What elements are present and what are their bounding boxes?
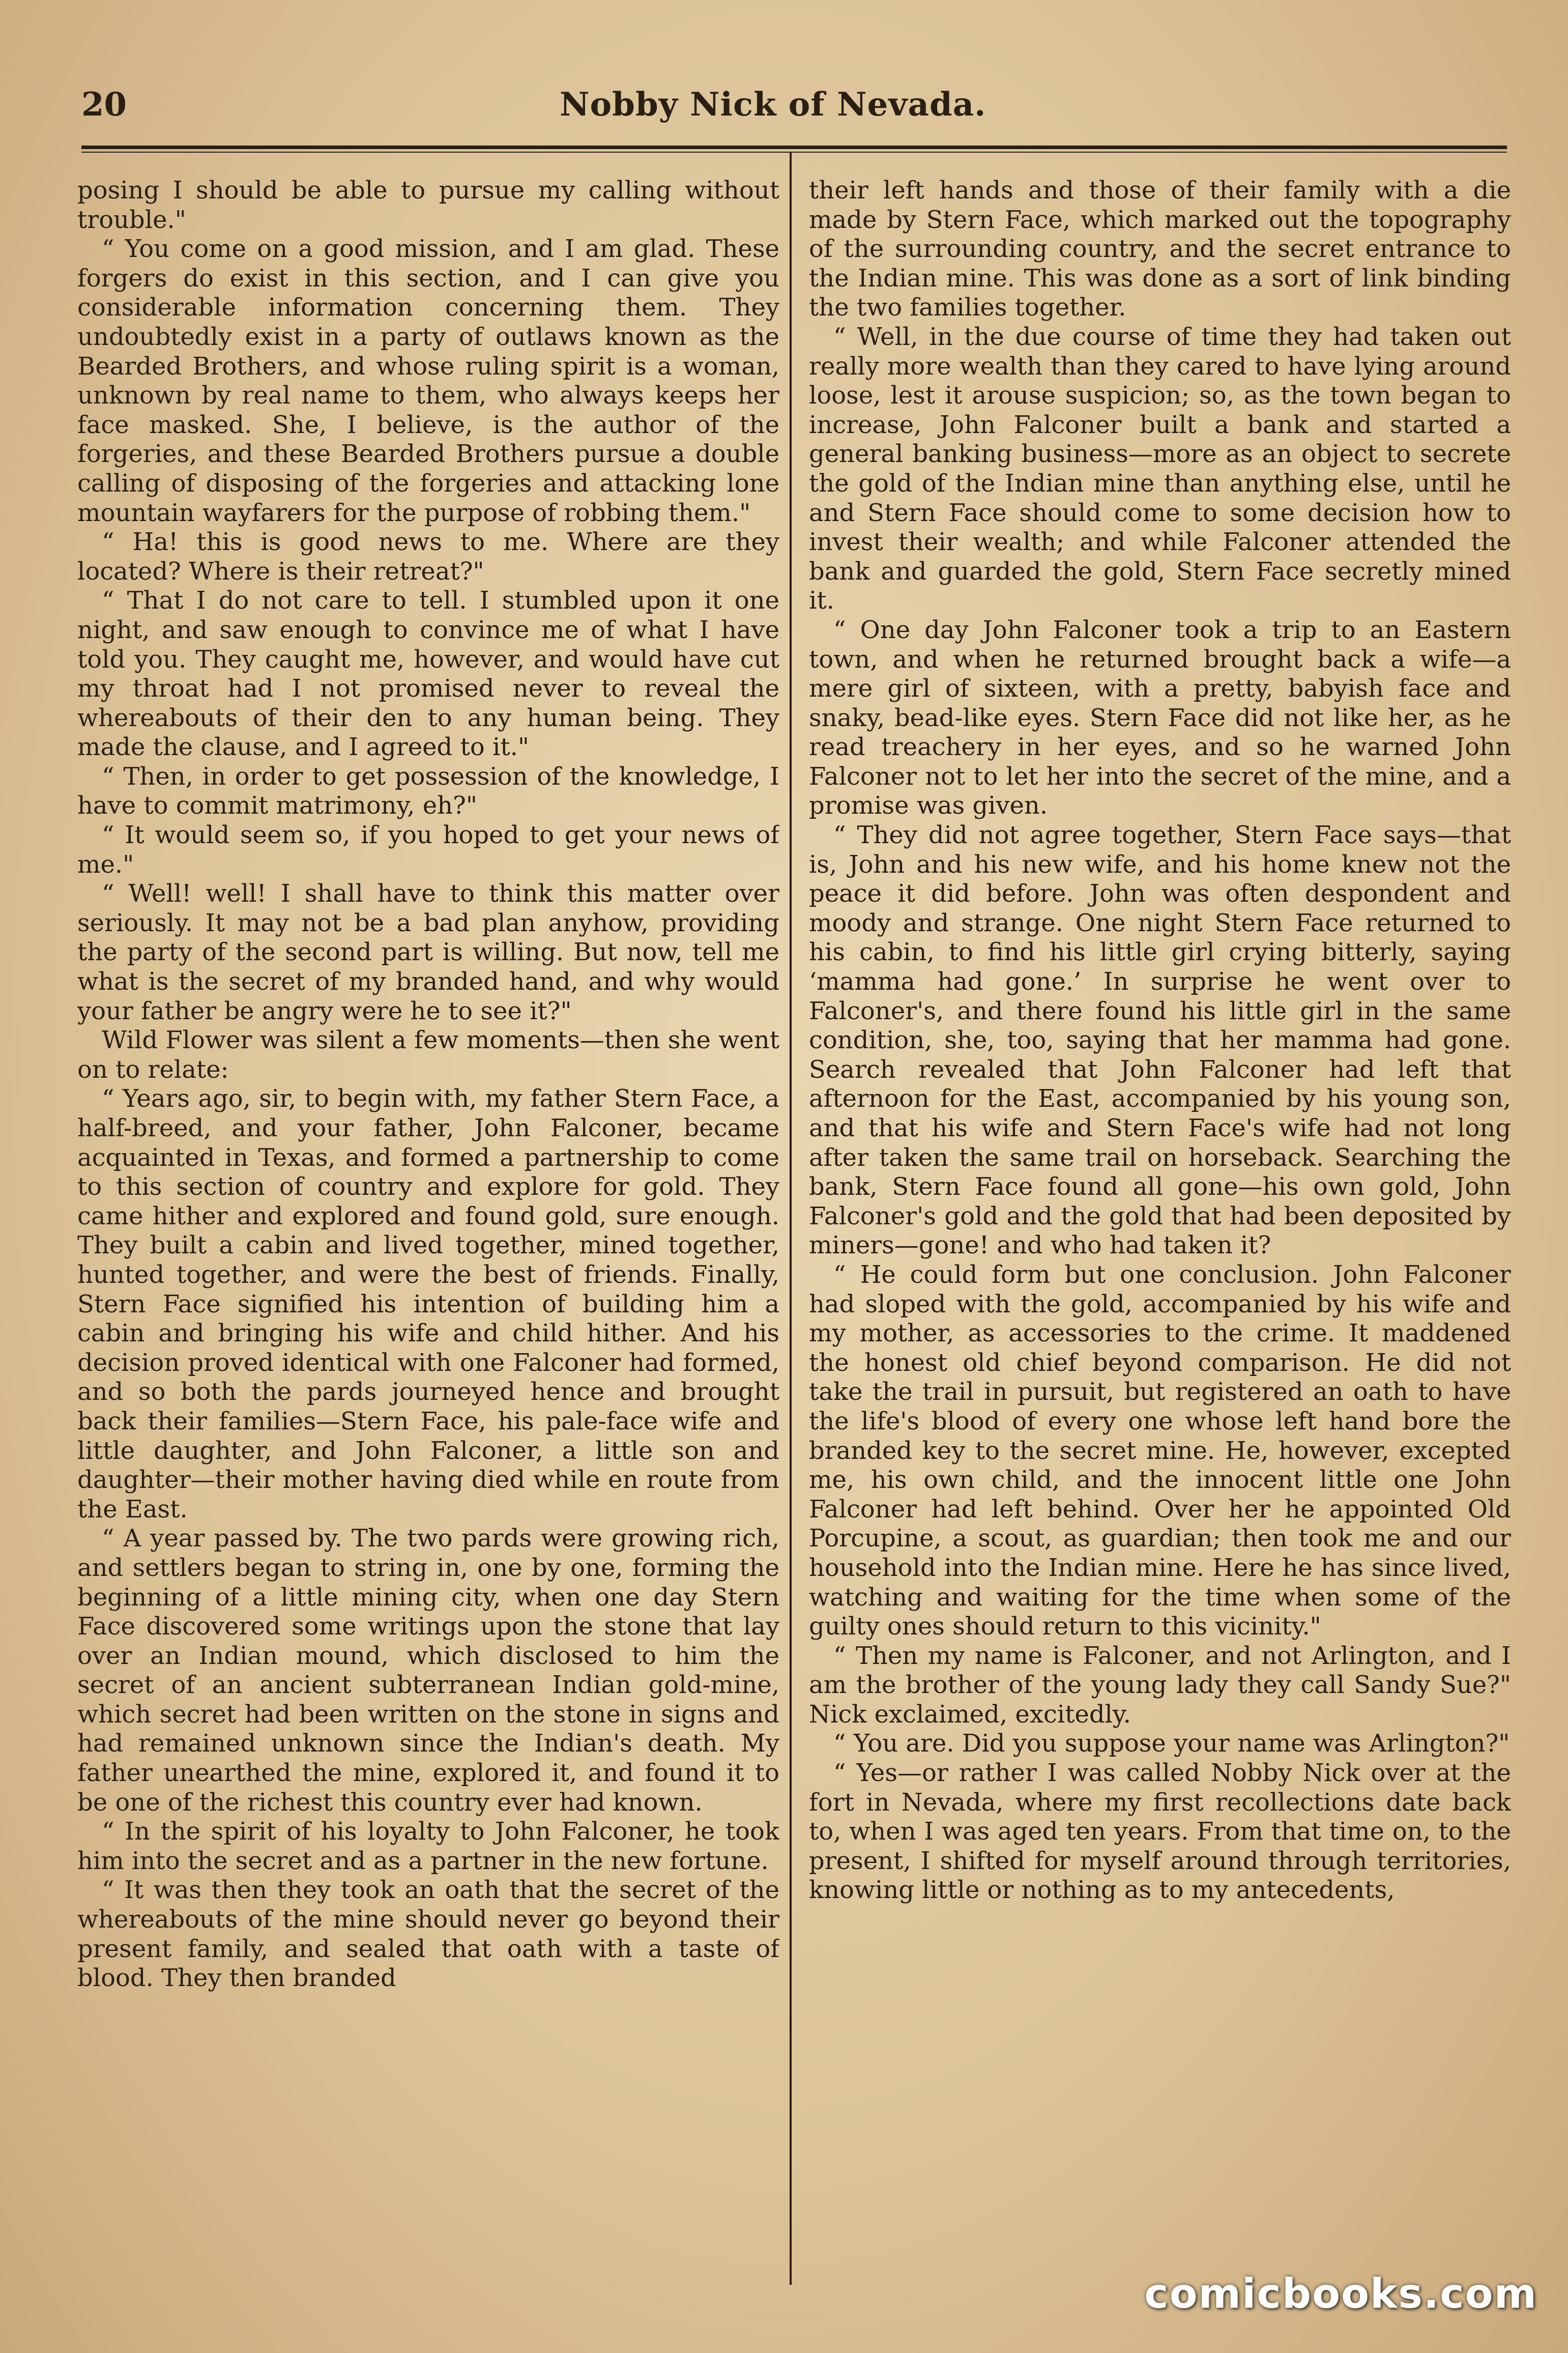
page-number: 20 [81,85,127,124]
header-rule-thin [81,152,1507,153]
paragraph: “ Ha! this is good news to me. Where are they located? Where is their retreat?" [77,528,779,586]
paragraph: “ They did not agree together, Stern Face says—that is, John and his new wife, and his home knew not the peace it did before. John was often despondent and moody and strange. One night Stern Face returned to his cabin, to find his little girl crying bitterly, saying ‘mamma had gone.’ In surprise he went over to Falconer's, and there found his little girl in the same condition, she, too, saying that her mamma had gone. Search revealed that John Falconer had left that afternoon for the East, accompanied by his young son, and that his wife and Stern Face's wife had not long after taken the same trail on horseback. Searching the bank, Stern Face found all gone—his own gold, John Falconer's gold and the gold that had been deposited by miners—gone! and who had taken it? [809,821,1511,1260]
paragraph: “ Yes—or rather I was called Nobby Nick over at the fort in Nevada, where my first recollections date back to, when I was aged ten years. From that time on, to the present, I shifted for myself around through territories, knowing little or nothing as to my antecedents, [809,1759,1511,1905]
right-column [809,176,1511,2303]
paragraph: “ It would seem so, if you hoped to get your news of me." [77,821,779,879]
paragraph: “ Then, in order to get possession of the knowledge, I have to commit matrimony, eh?" [77,762,779,820]
paragraph: their left hands and those of their family with a die made by Stern Face, which marked out the topography of the surrounding country, and the secret entrance to the Indian mine. This was done as a sort of link binding the two families together. [809,176,1511,322]
paragraph: “ Well, in the due course of time they had taken out really more wealth than they cared to have lying around loose, lest it arouse suspicion; so, as the town began to increase, John Falconer built a bank and started a general banking business—more as an object to secrete the gold of the Indian mine than anything else, until he and Stern Face should come to some decision how to invest their wealth; and while Falconer attended the bank and guarded the gold, Stern Face secretly mined it. [809,322,1511,615]
header-rule [81,146,1507,149]
paragraph: “ In the spirit of his loyalty to John Falconer, he took him into the secret and as a partner in the new fortune. [77,1817,779,1875]
paragraph: “ He could form but one conclusion. John Falconer had sloped with the gold, accompanied by his wife and my mother, as accessories to the crime. It maddened the honest old chief beyond comparison. He did not take the trail in pursuit, but registered an oath to have the life's blood of every one whose left hand bore the branded key to the secret mine. He, however, excepted me, his own child, and the innocent little one John Falconer had left behind. Over her he appointed Old Porcupine, a scout, as guardian; then took me and our household into the Indian mine. Here he has since lived, watching and waiting for the time when some of the guilty ones should return to this vicinity." [809,1260,1511,1641]
column-divider [790,153,792,2285]
paragraph: “ You come on a good mission, and I am glad. These forgers do exist in this section, and I can give you considerable information concerning them. They undoubtedly exist in a party of outlaws known as the Bearded Brothers, and whose ruling spirit is a woman, unknown by real name to them, who always keeps her face masked. She, I believe, is the author of the forgeries, and these Bearded Brothers pursue a double calling of disposing of the forgeries and attacking lone mountain wayfarers for the purpose of robbing them." [77,235,779,527]
running-title: Nobby Nick of Nevada. [560,85,986,124]
left-column [77,176,779,2303]
paragraph: posing I should be able to pursue my calling without trouble." [77,176,779,234]
paragraph: “ Then my name is Falconer, and not Arlington, and I am the brother of the young lady they call Sandy Sue?" Nick exclaimed, excitedly. [809,1641,1511,1729]
paragraph: “ You are. Did you suppose your name was Arlington?" [833,1729,1510,1758]
paragraph: “ Well! well! I shall have to think this matter over seriously. It may not be a bad plan anyhow, providing the party of the second part is willing. But now, tell me what is the secret of my branded hand, and why would your father be angry were he to see it?" [77,879,779,1025]
paragraph: “ One day John Falconer took a trip to an Eastern town, and when he returned brought back a wife—a mere girl of sixteen, with a pretty, babyish face and snaky, bead-like eyes. Stern Face did not like her, as he read treachery in her eyes, and so he warned John Falconer not to let her into the secret of the mine, and a promise was given. [809,615,1511,820]
paragraph: Wild Flower was silent a few moments—then she went on to relate: [77,1026,779,1084]
paragraph: “ Years ago, sir, to begin with, my father Stern Face, a half-breed, and your father, John Falconer, became acquainted in Texas, and formed a partnership to come to this section of country and explore for gold. They came hither and explored and found gold, sure enough. They built a cabin and lived together, mined together, hunted together, and were the best of friends. Finally, Stern Face signified his intention of building him a cabin and bringing his wife and child hither. And his decision proved identical with one Falconer had formed, and so both the pards journeyed hence and brought back their families—Stern Face, his pale-face wife and little daughter, and John Falconer, a little son and daughter—their mother having died while en route from the East. [77,1084,779,1524]
paragraph: “ That I do not care to tell. I stumbled upon it one night, and saw enough to convince me of what I have told you. They caught me, however, and would have cut my throat had I not promised never to reveal the whereabouts of their den to any human being. They made the clause, and I agreed to it." [77,586,779,762]
paragraph: “ It was then they took an oath that the secret of the whereabouts of the mine should never go beyond their present family, and sealed that oath with a taste of blood. They then branded [77,1876,779,1993]
watermark: comicbooks.com [1144,2270,1537,2317]
paragraph: “ A year passed by. The two pards were growing rich, and settlers began to string in, one by one, forming the beginning of a little mining city, when one day Stern Face discovered some writings upon the stone that lay over an Indian mound, which disclosed to him the secret of an ancient subterranean Indian gold-mine, which secret had been written on the stone in signs and had remained unknown since the Indian's death. My father unearthed the mine, explored it, and found it to be one of the richest this country ever had known. [77,1524,779,1817]
